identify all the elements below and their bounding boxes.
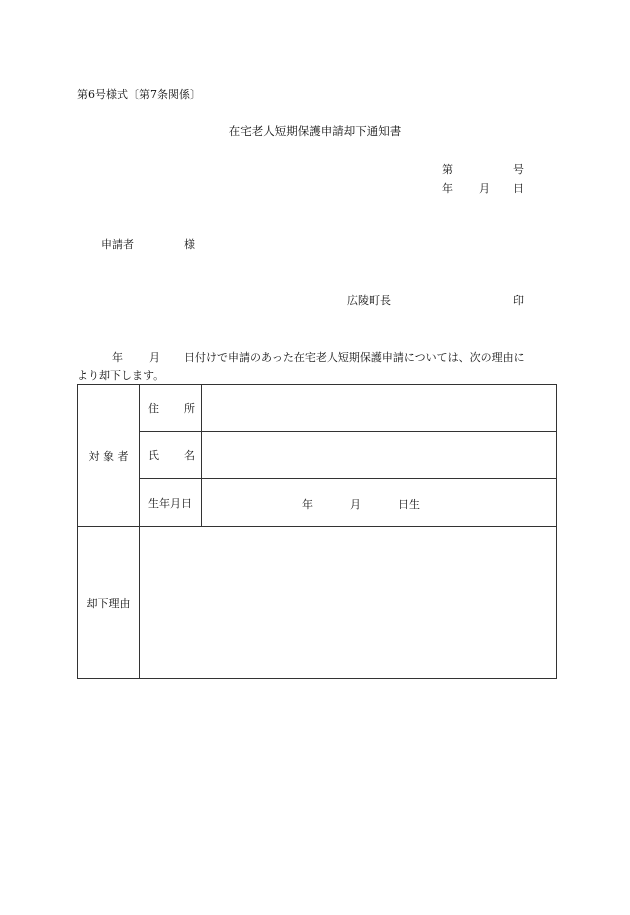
reason-field[interactable] xyxy=(140,527,557,679)
body-text: 日付けで申請のあった在宅老人短期保護申請については、次の理由に xyxy=(184,351,525,364)
form-table xyxy=(77,384,557,679)
name-field[interactable] xyxy=(202,432,557,479)
seal-mark: 印 xyxy=(513,294,524,307)
body-text-line1 xyxy=(112,349,525,365)
address-label-part1: 住 xyxy=(148,402,159,415)
birth-month: 月 xyxy=(350,498,361,511)
issuer-name: 広陵町長 xyxy=(347,294,391,307)
birth-year: 年 xyxy=(302,498,313,511)
subject-label: 対 象 者 xyxy=(78,385,140,527)
document-title: 在宅老人短期保護申請却下通知書 xyxy=(228,124,402,138)
birthdate-label: 生年月日 xyxy=(140,479,202,527)
body-text-line2: より却下します。 xyxy=(77,369,165,382)
doc-number-prefix: 第 xyxy=(442,163,453,176)
date-year: 年 xyxy=(442,182,453,195)
address-label xyxy=(140,385,202,432)
doc-number-suffix: 号 xyxy=(513,163,524,176)
applicant-label: 申請者 xyxy=(101,238,134,251)
date-month: 月 xyxy=(479,182,490,195)
name-label-part1: 氏 xyxy=(148,449,159,462)
name-label-part2: 名 xyxy=(184,449,195,462)
birthdate-field[interactable] xyxy=(202,479,557,527)
date-day: 日 xyxy=(513,182,524,195)
name-label xyxy=(140,432,202,479)
body-year: 年 xyxy=(112,351,123,364)
address-field[interactable] xyxy=(202,385,557,432)
birth-day: 日生 xyxy=(398,498,420,511)
form-number: 第6号様式〔第7条関係〕 xyxy=(77,88,201,101)
address-label-part2: 所 xyxy=(184,402,195,415)
reason-label: 却下理由 xyxy=(78,527,140,679)
body-month: 月 xyxy=(149,351,160,364)
applicant-honorific: 様 xyxy=(184,238,195,251)
